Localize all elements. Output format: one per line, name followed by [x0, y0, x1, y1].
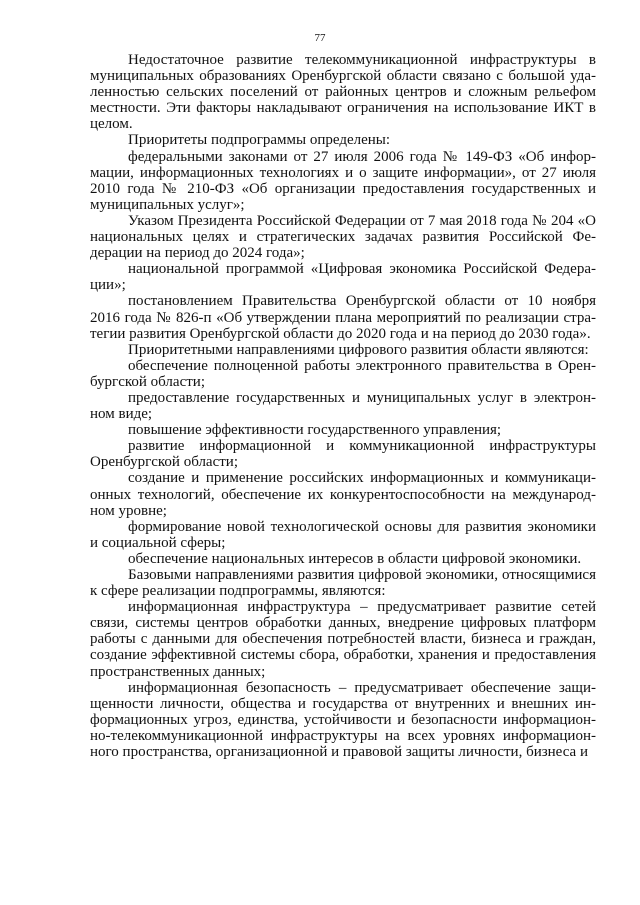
paragraph: повышение эффективности государственного управления; — [128, 422, 502, 439]
paragraph: формирование новой технологической основы для развития экономики и социальной сферы; — [90, 518, 596, 551]
paragraph: федеральными законами от 27 июля 2006 года № 149-ФЗ «Об информации, информационных технологиях и о защите информации», от 27 июля 2010 года № 210-ФЗ «Об организации предоставления государственных и муниципальных услуг»; — [90, 148, 596, 213]
paragraph: Приоритеты подпрограммы определены: — [128, 132, 391, 149]
paragraph: информационная безопасность – предусматривает обеспечение защищенности личности, общества и государства от внутренних и внешних информационных угроз, единства, устойчивости и безопасности информационно-телекоммуникационной инфраструктуры на всех уровнях информационного пространства, организационной и правовой защиты личности, бизнеса и — [90, 679, 596, 761]
paragraph: Недостаточное развитие телекоммуникационной инфраструктуры в муниципальных образованиях Оренбургской области связано с большой удаленностью сельских поселений от районных центров и сложным рельефом местности. Эти факторы накладывают ограничения на использование ИКТ в целом. — [90, 52, 596, 133]
paragraph: национальной программой «Цифровая экономика Российской Федерации»; — [90, 261, 596, 294]
paragraph: предоставление государственных и муниципальных услуг в электронном виде; — [90, 389, 596, 423]
body-text — [90, 52, 596, 760]
paragraph: обеспечение полноценной работы электронного правительства в Оренбургской области; — [90, 357, 596, 390]
paragraph: Приоритетными направлениями цифрового развития области являются: — [128, 341, 589, 358]
page-number: 77 — [314, 32, 326, 44]
paragraph: Базовыми направлениями развития цифровой экономики, относящимися к сфере реализации подпрограммы, являются: — [90, 567, 596, 600]
paragraph: развитие информационной и коммуникационной инфраструктуры Оренбургской области; — [90, 438, 596, 471]
paragraph: информационная инфраструктура – предусматривает развитие сетей связи, системы центров обработки данных, внедрение цифровых платформ работы с данными для обеспечения потребностей власти, бизнеса и граждан, создание эффективной системы сбора, обработки, хранения и предоставления пространственных данных; — [90, 599, 596, 680]
paragraph: обеспечение национальных интересов в области цифровой экономики. — [128, 550, 582, 567]
paragraph: постановлением Правительства Оренбургской области от 10 ноября 2016 года № 826-п «Об утверждении плана мероприятий по реализации стратегии развития Оренбургской области до 2020 года и на период до 2030 года». — [90, 293, 596, 342]
paragraph: Указом Президента Российской Федерации от 7 мая 2018 года № 204 «О национальных целях и стратегических задачах развития Российской Федерации на период до 2024 года»; — [90, 212, 596, 262]
paragraph: создание и применение российских информационных и коммуникационных технологий, обеспечение их конкурентоспособности на международном уровне; — [90, 470, 596, 519]
